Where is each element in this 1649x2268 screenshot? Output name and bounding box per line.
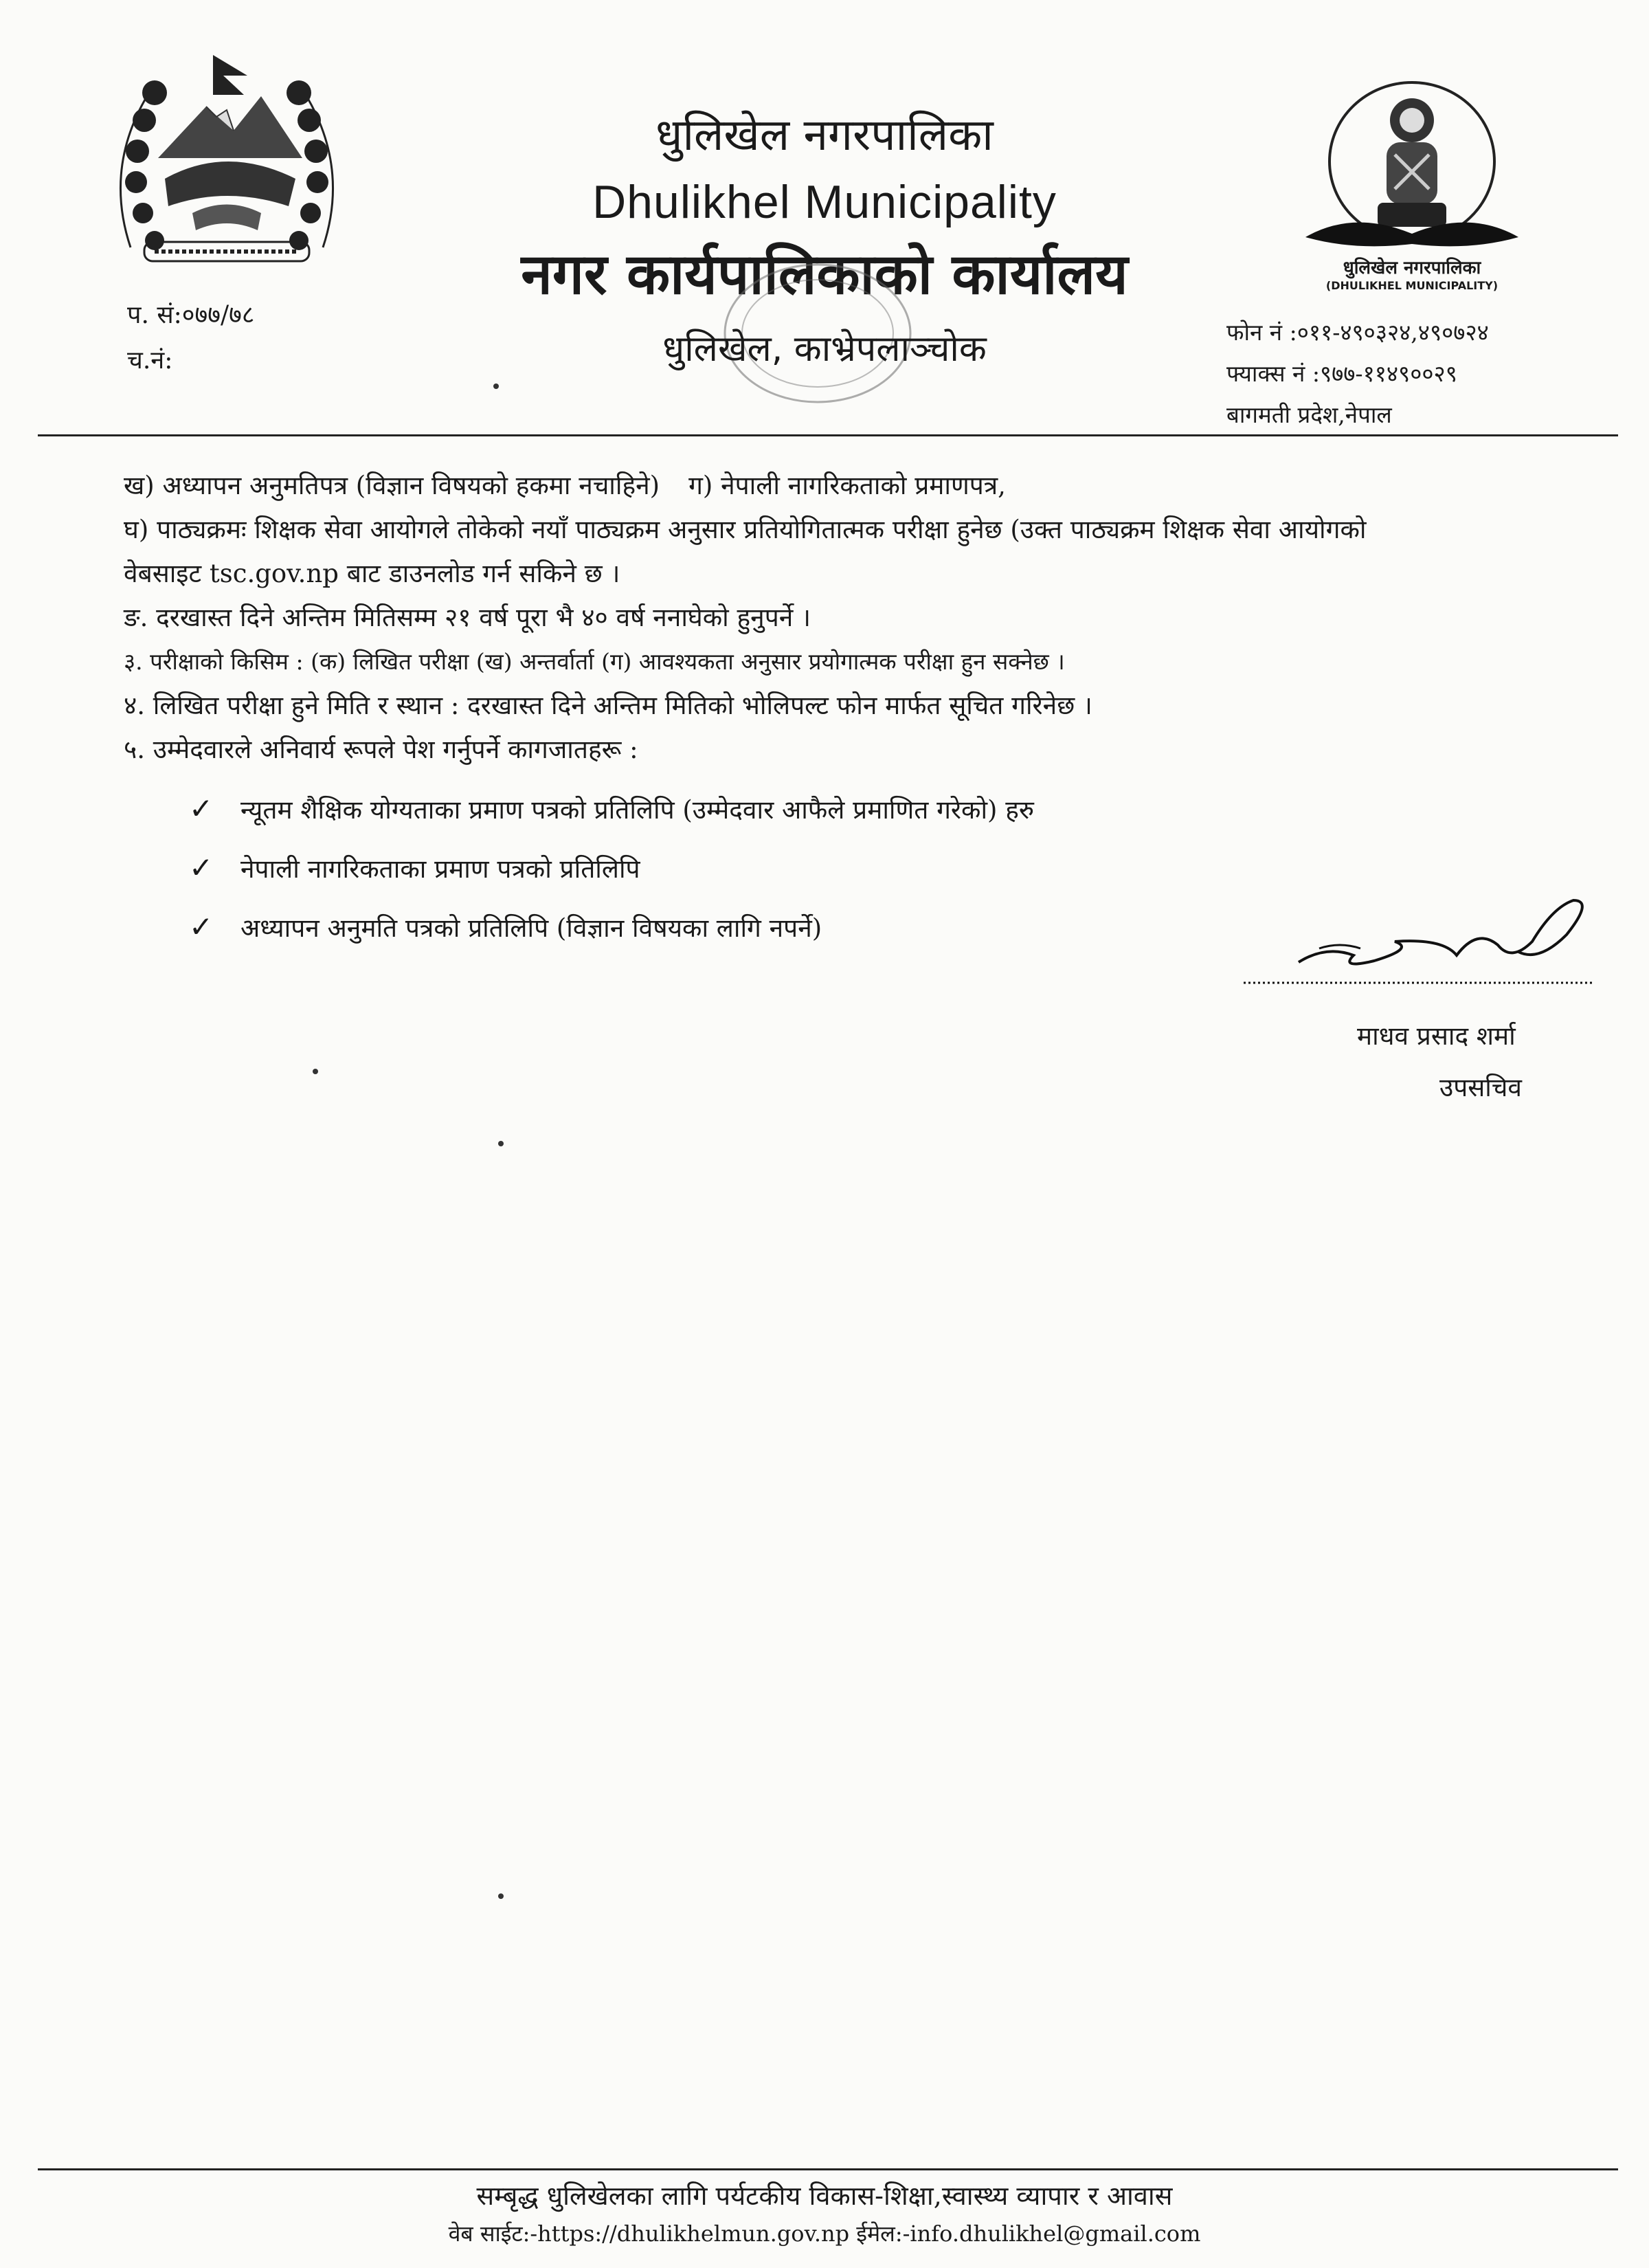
requirement-line bbox=[124, 464, 1553, 508]
paper-speck bbox=[498, 1893, 504, 1899]
org-name-nepali: धुलिखेल नगरपालिका bbox=[655, 110, 994, 161]
check-icon: ✓ bbox=[189, 851, 214, 885]
list-item: ✓ अध्यापन अनुमति पत्रको प्रतिलिपि (विज्ञान विषयका लागि नपर्ने) bbox=[189, 898, 1034, 957]
signatory-name: माधव प्रसाद शर्मा bbox=[1357, 1021, 1516, 1051]
chalani-number: च.नं: bbox=[127, 346, 173, 375]
documents-heading: ५. उम्मेदवारले अनिवार्य रूपले पेश गर्नुपर्ने कागजातहरू : bbox=[124, 735, 638, 764]
office-address: धुलिखेल, काभ्रेपलाञ्चोक bbox=[662, 329, 987, 370]
check-icon: ✓ bbox=[189, 792, 214, 825]
footer-divider bbox=[38, 2168, 1618, 2170]
fax-number: फ्याक्स नं :९७७-११४९००२९ bbox=[1226, 360, 1457, 387]
signatory-title: उपसचिव bbox=[1439, 1073, 1522, 1102]
reference-number: प. सं:०७७/७८ bbox=[127, 301, 255, 329]
exam-date-line: ४. लिखित परीक्षा हुने मिति र स्थान : दरखास्त दिने अन्तिम मितिको भोलिपल्ट फोन मार्फत सूचित गरिनेछ । bbox=[124, 691, 1092, 720]
documents-checklist bbox=[189, 780, 1034, 957]
footer-contact: वेब साईट:-https://dhulikhelmun.gov.np ईमेल:-info.dhulikhel@gmail.com bbox=[448, 2221, 1201, 2247]
footer-slogan: सम्बृद्ध धुलिखेलका लागि पर्यटकीय विकास-शिक्षा,स्वास्थ्य व्यापार र आवास bbox=[476, 2181, 1173, 2211]
signature-image bbox=[1237, 880, 1608, 1007]
paper-speck bbox=[313, 1069, 318, 1074]
age-requirement-line: ङ. दरखास्त दिने अन्तिम मितिसम्म २१ वर्ष पूरा भै ४० वर्ष ननाघेको हुनुपर्ने । bbox=[124, 603, 811, 632]
syllabus-website-line: वेबसाइट tsc.gov.np बाट डाउनलोड गर्न सकिने छ । bbox=[124, 559, 620, 588]
office-name: नगर कार्यपालिकाको कार्यालय bbox=[521, 242, 1128, 307]
header-divider bbox=[38, 434, 1618, 436]
citizenship-requirement: ग) नेपाली नागरिकताको प्रमाणपत्र, bbox=[688, 471, 1006, 500]
list-item: ✓ नेपाली नागरिकताका प्रमाण पत्रको प्रतिलिपि bbox=[189, 839, 1034, 898]
notice-body bbox=[124, 464, 1553, 772]
exam-type-line: ३. परीक्षाको किसिम : (क) लिखित परीक्षा (ख) अन्तर्वार्ता (ग) आवश्यकता अनुसार प्रयोगात्मक परीक्षा हुन सक्नेछ । bbox=[124, 648, 1065, 675]
paper-speck bbox=[498, 1141, 504, 1146]
logo-caption-english: (DHULIKHEL MUNICIPALITY) bbox=[1325, 279, 1499, 292]
syllabus-line: घ) पाठ्यक्रमः शिक्षक सेवा आयोगले तोकेको नयाँ पाठ्यक्रम अनुसार प्रतियोगितात्मक परीक्षा हुनेछ (उक्त पाठ्यक्रम शिक्षक सेवा आयोगको bbox=[124, 515, 1367, 544]
check-icon: ✓ bbox=[189, 910, 214, 944]
org-name-english: Dhulikhel Municipality bbox=[592, 176, 1057, 228]
list-item: ✓ न्यूतम शैक्षिक योग्यताका प्रमाण पत्रको प्रतिलिपि (उम्मेदवार आफैले प्रमाणित गरेको) हरु bbox=[189, 780, 1034, 839]
logo-caption: धुलिखेल नगरपालिका bbox=[1343, 258, 1481, 278]
paper-speck bbox=[493, 383, 499, 389]
province: बागमती प्रदेश,नेपाल bbox=[1226, 401, 1392, 428]
teaching-license-requirement: ख) अध्यापन अनुमतिपत्र (विज्ञान विषयको हकमा नचाहिने) bbox=[124, 471, 660, 500]
phone-number: फोन नं :०११-४९०३२४,४९०७२४ bbox=[1226, 319, 1489, 346]
